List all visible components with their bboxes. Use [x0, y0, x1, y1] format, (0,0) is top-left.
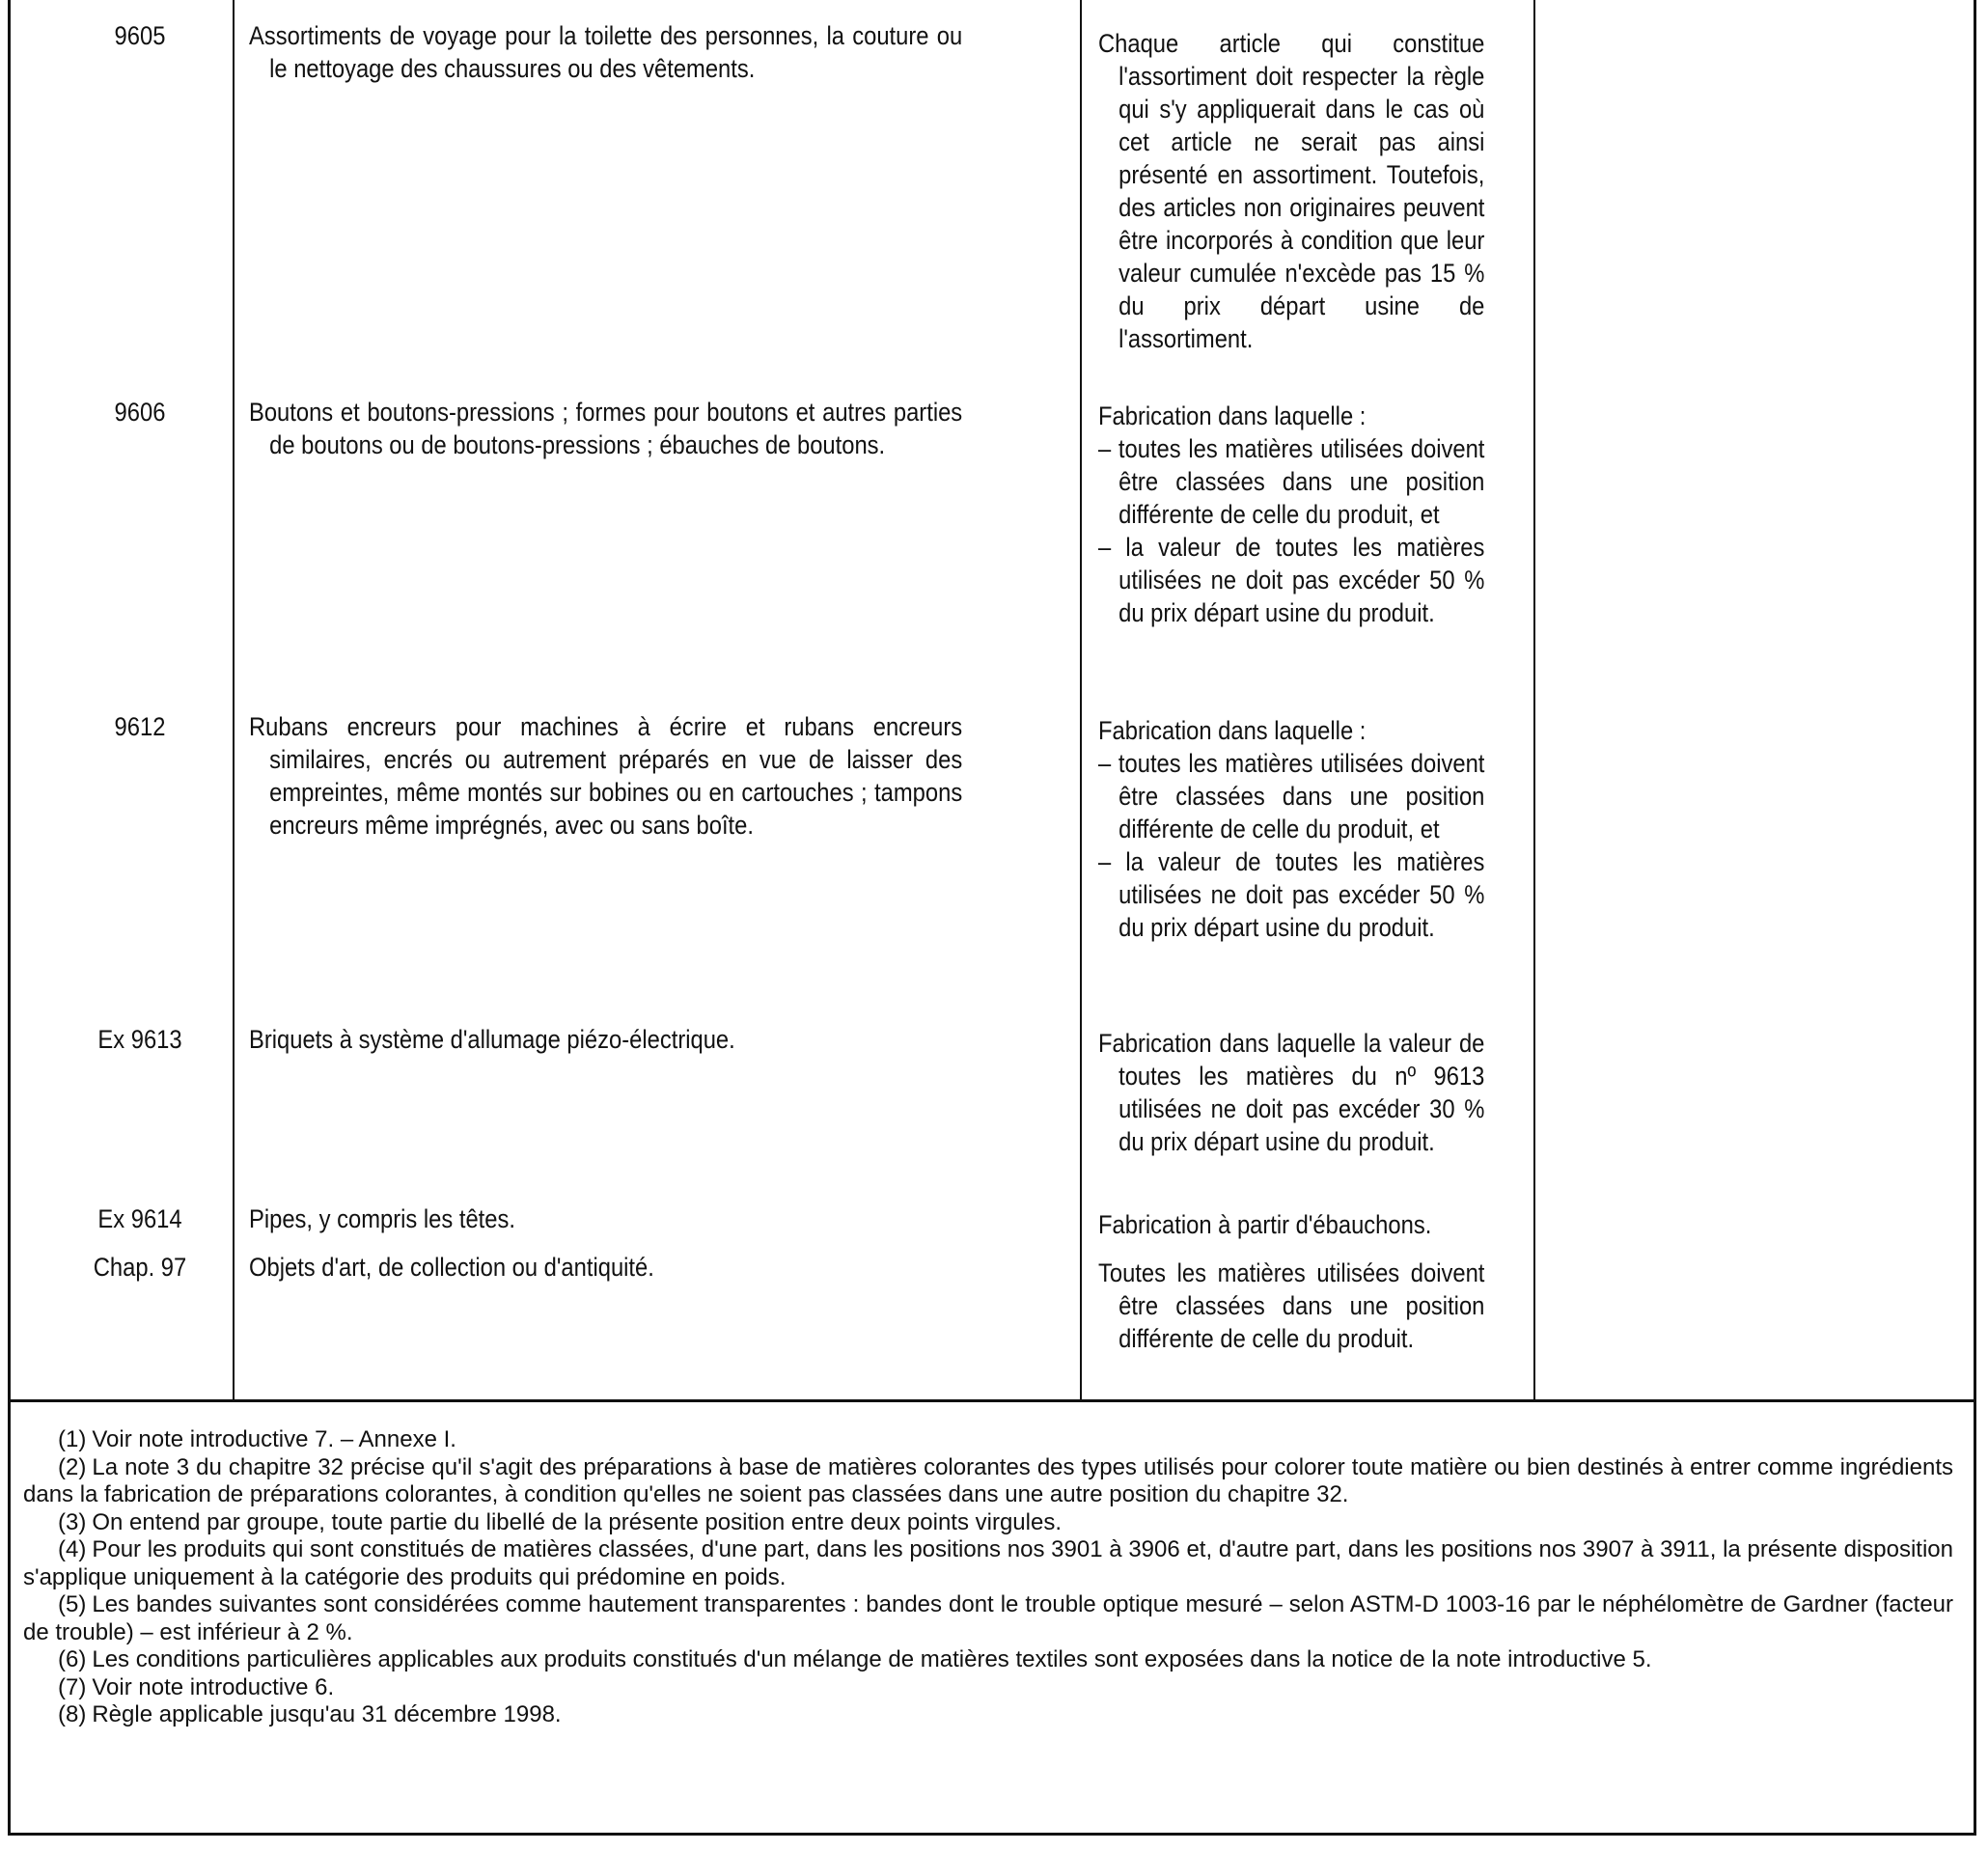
- row-description: Assortiments de voyage pour la toilette des personnes, la couture ou le nettoyage des chaussures ou des vêtements.: [249, 21, 963, 83]
- column-divider-3: [1533, 0, 1535, 1399]
- row-code: Chap. 97: [93, 1253, 187, 1282]
- row-code: Ex 9613: [97, 1025, 182, 1054]
- row-code: 9612: [114, 712, 166, 741]
- row-description: Pipes, y compris les têtes.: [249, 1204, 515, 1233]
- column-divider-2: [1080, 0, 1082, 1399]
- footnote: (2) La note 3 du chapitre 32 précise qu'il s'agit des préparations à base de matières colorantes des types utilisés pour colorer toute matière ou bien destinés à entrer comme ingrédients dans la fabrication de préparations colorantes, à condition qu'elles ne soient pas classées dans une autre position du chapitre 32.: [23, 1453, 1953, 1507]
- footnotes: [23, 1426, 1953, 1729]
- rule-item: – toutes les matières utilisées doivent être classées dans une position différente de celle du produit, et: [1098, 434, 1485, 529]
- rule-item: – la valeur de toutes les matières utilisées ne doit pas excéder 50 % du prix départ usine du produit.: [1098, 847, 1485, 942]
- footnote: (4) Pour les produits qui sont constitués de matières classées, d'une part, dans les positions nos 3901 à 3906 et, d'autre part, dans les positions nos 3907 à 3911, la présente disposition s'applique uniquement à la catégorie des produits qui prédomine en poids.: [23, 1536, 1953, 1590]
- footnote: (1) Voir note introductive 7. – Annexe I.: [58, 1426, 456, 1452]
- row-rule: Fabrication à partir d'ébauchons.: [1098, 1210, 1432, 1239]
- footnote: (8) Règle applicable jusqu'au 31 décembre 1998.: [58, 1701, 562, 1727]
- row-code: 9606: [114, 398, 166, 427]
- table-bottom-rule: [11, 1399, 1974, 1402]
- row-description: Briquets à système d'allumage piézo-électrique.: [249, 1025, 735, 1054]
- row-rule: Fabrication dans laquelle : – toutes les matières utilisées doivent être classées dans une position différente de celle du produit, et – la valeur de toutes les matières utilisées ne doit pas excéder 50 % du prix départ usine du produit.: [1098, 716, 1485, 942]
- column-divider-1: [233, 0, 235, 1399]
- row-rule: Fabrication dans laquelle : – toutes les matières utilisées doivent être classées dans une position différente de celle du produit, et – la valeur de toutes les matières utilisées ne doit pas excéder 50 % du prix départ usine du produit.: [1098, 401, 1485, 627]
- footnote: (7) Voir note introductive 6.: [58, 1673, 335, 1700]
- row-description: Rubans encreurs pour machines à écrire et rubans encreurs similaires, encrés ou autrement préparés en vue de laisser des empreintes, même montés sur bobines ou en cartouches ; tampons encreurs même imprégnés, avec ou sans boîte.: [249, 712, 963, 840]
- row-description: Boutons et boutons-pressions ; formes pour boutons et autres parties de boutons ou de boutons-pressions ; ébauches de boutons.: [249, 398, 963, 459]
- row-rule: Toutes les matières utilisées doivent être classées dans une position différente de celle du produit.: [1098, 1258, 1485, 1353]
- footnote: (3) On entend par groupe, toute partie du libellé de la présente position entre deux points virgules.: [58, 1508, 1063, 1535]
- row-rule: Fabrication dans laquelle la valeur de toutes les matières du nº 9613 utilisées ne doit pas excéder 30 % du prix départ usine du produit.: [1098, 1029, 1485, 1156]
- footnote: (5) Les bandes suivantes sont considérées comme hautement transparentes : bandes dont le trouble optique mesuré – selon ASTM-D 1003-16 par le néphélomètre de Gardner (facteur de trouble) – est inférieur à 2 %.: [23, 1591, 1953, 1645]
- rule-item: – la valeur de toutes les matières utilisées ne doit pas excéder 50 % du prix départ usine du produit.: [1098, 533, 1485, 627]
- row-code: 9605: [114, 21, 166, 50]
- row-code: Ex 9614: [97, 1204, 182, 1233]
- row-description: Objets d'art, de collection ou d'antiquité.: [249, 1253, 654, 1282]
- rule-item: – toutes les matières utilisées doivent être classées dans une position différente de celle du produit, et: [1098, 749, 1485, 843]
- row-rule: Chaque article qui constitue l'assortiment doit respecter la règle qui s'y appliquerait dans le cas où cet article ne serait pas ainsi présenté en assortiment. Toutefois, des articles non originaires peuvent être incorporés à condition que leur valeur cumulée n'excède pas 15 % du prix départ usine de l'assortiment.: [1098, 29, 1485, 353]
- footnote: (6) Les conditions particulières applicables aux produits constitués d'un mélange de matières textiles sont exposées dans la notice de la note introductive 5.: [58, 1646, 1652, 1672]
